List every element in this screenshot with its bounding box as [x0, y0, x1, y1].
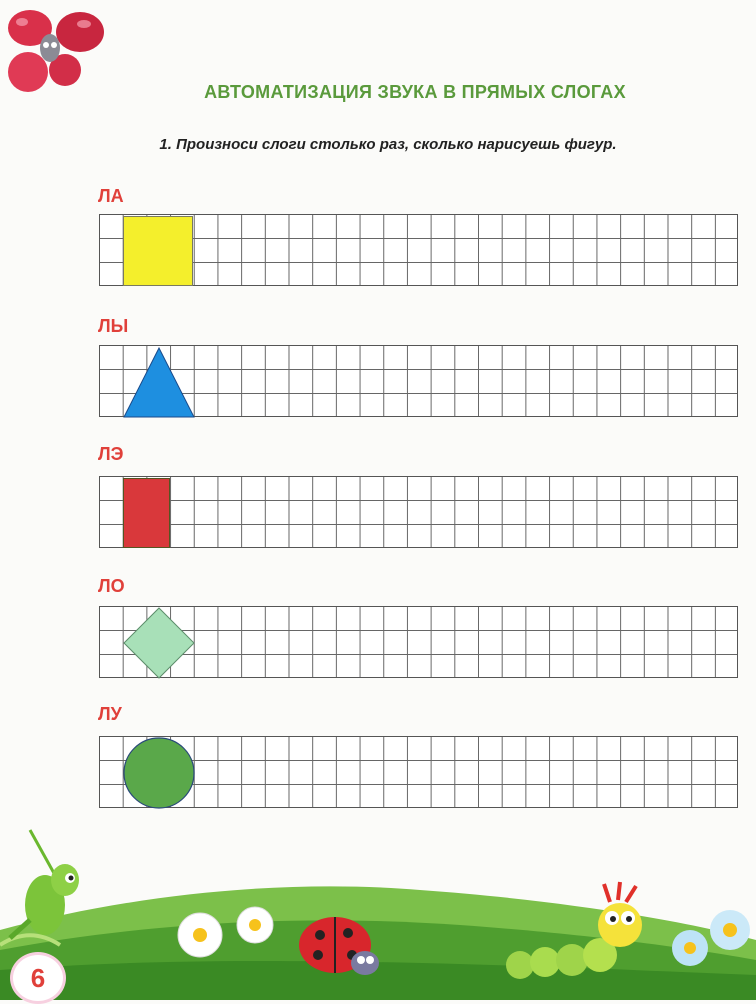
drawing-grid-lu[interactable] [99, 736, 738, 808]
page-number: 6 [10, 952, 66, 1004]
circle-shape [122, 737, 196, 809]
page-title: АВТОМАТИЗАЦИЯ ЗВУКА В ПРЯМЫХ СЛОГАХ [204, 82, 626, 102]
syllable-label-la: ЛА [98, 186, 124, 206]
daisy-flowers [170, 905, 300, 975]
square-shape [123, 216, 193, 286]
drawing-grid-lo[interactable] [99, 606, 738, 678]
rectangle-shape [123, 478, 170, 548]
syllable-label-ly: ЛЫ [98, 316, 129, 336]
syllable-label-le: ЛЭ [98, 444, 124, 464]
diamond-shape [122, 607, 196, 679]
caterpillar-illustration [500, 880, 670, 990]
syllable-label-lo: ЛО [98, 576, 125, 596]
ladybug-illustration [290, 905, 390, 985]
drawing-grid-ly[interactable] [99, 345, 738, 417]
blue-flowers [668, 900, 756, 980]
task-instruction: 1. Произноси слоги столько раз, сколько нарисуешь фигур. [159, 136, 617, 153]
drawing-grid-la[interactable] [99, 214, 738, 286]
triangle-shape [122, 346, 196, 418]
drawing-grid-le[interactable] [99, 476, 738, 548]
syllable-label-lu: ЛУ [98, 704, 122, 724]
grasshopper-illustration [0, 820, 100, 940]
